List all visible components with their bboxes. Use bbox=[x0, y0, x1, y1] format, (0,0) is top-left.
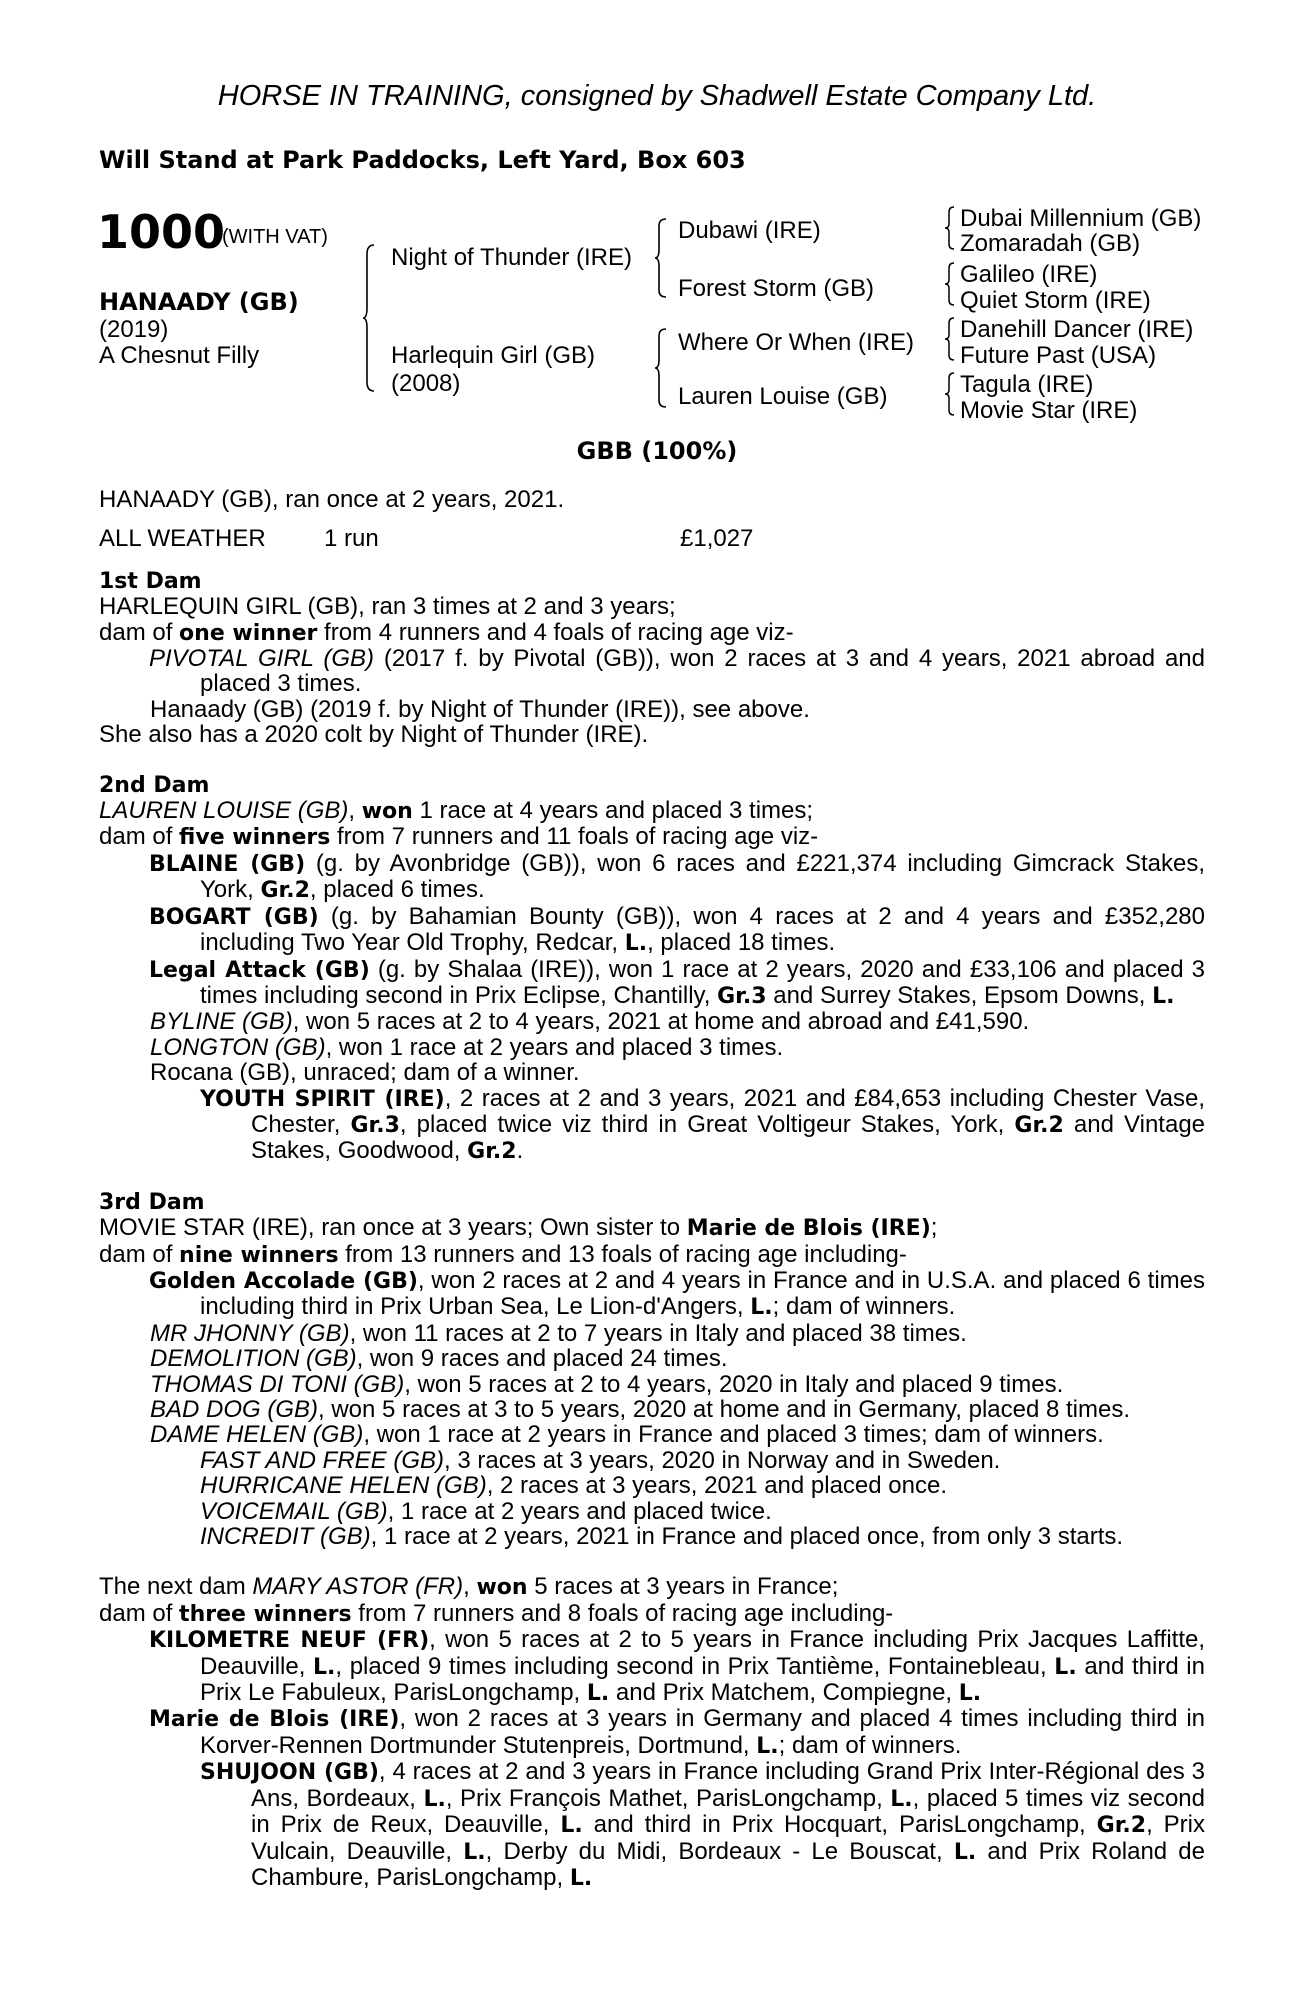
progeny-entry: BAD DOG (GB), won 5 races at 3 to 5 years, 2020 at home and in Germany, placed 8 times. bbox=[150, 1396, 1131, 1423]
pedigree-dss: Danehill Dancer (IRE) bbox=[960, 316, 1194, 343]
third-dam-heading: 3rd Dam bbox=[99, 1189, 205, 1215]
progeny-entry: MR JHONNY (GB), won 11 races at 2 to 7 years in Italy and placed 38 times. bbox=[150, 1319, 967, 1347]
surface-record bbox=[99, 526, 1205, 551]
first-dam-produce-line: dam of one winner from 4 runners and 4 foals of racing age viz- bbox=[99, 618, 794, 646]
pedigree-dds: Tagula (IRE) bbox=[960, 371, 1094, 398]
progeny-entry: HURRICANE HELEN (GB), 2 races at 3 years, 2021 and placed once. bbox=[200, 1472, 948, 1500]
progeny-entry: KILOMETRE NEUF (FR), won 5 races at 2 to 5 years in France including Prix Jacques Laffitte, Deauville, L., placed 9 times including second in Prix Tantième, Fontainebleau, L. and third in Prix Le Fabuleux, ParisLongchamp, L. and Prix Matchem, Compiegne, L. bbox=[149, 1626, 1206, 1707]
pedigree-dam-dam: Lauren Louise (GB) bbox=[678, 383, 888, 410]
horse-name: HANAADY (GB) bbox=[99, 288, 299, 316]
pedigree-ssd: Zomaradah (GB) bbox=[960, 230, 1141, 257]
progeny-entry: BYLINE (GB), won 5 races at 2 to 4 years, 2021 at home and abroad and £41,590. bbox=[150, 1008, 1030, 1036]
progeny-entry: DAME HELEN (GB), won 1 race at 2 years in France and placed 3 times; dam of winners. bbox=[150, 1421, 1104, 1449]
earnings: £1,027 bbox=[680, 525, 754, 553]
lot-number: 1000 bbox=[97, 205, 226, 259]
progeny-entry: Golden Accolade (GB), won 2 races at 2 and 4 years in France and in U.S.A. and placed 6 times including third in Prix Urban Sea, Le Lion-d'Angers, L.; dam of winners. bbox=[149, 1266, 1205, 1321]
stand-location: Will Stand at Park Paddocks, Left Yard, Box 603 bbox=[99, 146, 746, 174]
race-summary: HANAADY (GB), ran once at 2 years, 2021. bbox=[99, 486, 565, 513]
progeny-entry: Hanaady (GB) (2019 f. by Night of Thunder (IRE)), see above. bbox=[150, 695, 810, 723]
next-dam-produce-line: dam of three winners from 7 runners and 8 foals of racing age including- bbox=[99, 1599, 894, 1627]
progeny-entry: Legal Attack (GB) (g. by Shalaa (IRE)), won 1 race at 2 years, 2020 and £33,106 and placed 3 times including second in Prix Eclipse, Chantilly, Gr.3 and Surrey Stakes, Epsom Downs, L. bbox=[149, 955, 1205, 1009]
pedigree-dam-sire: Where Or When (IRE) bbox=[678, 329, 915, 356]
progeny-entry: VOICEMAIL (GB), 1 race at 2 years and placed twice. bbox=[200, 1497, 772, 1525]
pedigree-brace-sd bbox=[944, 262, 956, 306]
pedigree-sdd: Quiet Storm (IRE) bbox=[960, 287, 1151, 314]
catalogue-body bbox=[99, 487, 1205, 1891]
progeny-entry: SHUJOON (GB), 4 races at 2 and 3 years in France including Grand Prix Inter-Régional des 3 Ans, Bordeaux, L., Prix François Mathet, ParisLongchamp, L., placed 5 times viz second in Prix de Reux, Deauville, L. and third in Prix Hocquart, ParisLongchamp, Gr.2, Prix Vulcain, Deauville, L., Derby du Midi, Bordeaux - Le Bouscat, L. and Prix Roland de Chambure, ParisLongchamp, L. bbox=[200, 1758, 1205, 1891]
progeny-entry: BLAINE (GB) (g. by Avonbridge (GB)), won 6 races and £221,374 including Gimcrack Stakes, York, Gr.2, placed 6 times. bbox=[149, 849, 1205, 904]
pedigree-sire-dam: Forest Storm (GB) bbox=[678, 275, 875, 302]
progeny-entry: DEMOLITION (GB), won 9 races and placed 24 times. bbox=[150, 1345, 728, 1373]
second-dam-produce-line: dam of five winners from 7 runners and 11 foals of racing age viz- bbox=[99, 823, 819, 851]
progeny-entry: YOUTH SPIRIT (IRE), 2 races at 2 and 3 years, 2021 and £84,653 including Chester Vase, Chester, Gr.3, placed twice viz third in Great Voltigeur Stakes, York, Gr.2 and Vintage Stakes, Goodwood, Gr.2. bbox=[200, 1084, 1206, 1165]
next-dam-line: The next dam MARY ASTOR (FR), won 5 races at 3 years in France; bbox=[99, 1573, 839, 1601]
catalogue-header: HORSE IN TRAINING, consigned by Shadwell Estate Company Ltd. bbox=[217, 80, 1097, 112]
pedigree-sds: Galileo (IRE) bbox=[960, 261, 1098, 288]
foaling-year: (2019) bbox=[99, 316, 169, 343]
surface-label: ALL WEATHER bbox=[99, 525, 266, 553]
progeny-entry: Marie de Blois (IRE), won 2 races at 3 years in Germany and placed 4 times including third in Korver-Rennen Dortmunder Stutenpreis, Dortmund, L.; dam of winners. bbox=[149, 1705, 1205, 1759]
progeny-entry: FAST AND FREE (GB), 3 races at 3 years, 2020 in Norway and in Sweden. bbox=[200, 1446, 1001, 1474]
progeny-entry: PIVOTAL GIRL (GB) (2017 f. by Pivotal (GB)), won 2 races at 3 and 4 years, 2021 abroad and placed 3 times. bbox=[149, 645, 1205, 698]
third-dam-produce-line: dam of nine winners from 13 runners and 13 foals of racing age including- bbox=[99, 1240, 907, 1268]
pedigree-ddd: Movie Star (IRE) bbox=[960, 397, 1138, 424]
pedigree-sss: Dubai Millennium (GB) bbox=[960, 205, 1202, 232]
third-dam-line: MOVIE STAR (IRE), ran once at 3 years; Own sister to Marie de Blois (IRE); bbox=[99, 1214, 938, 1242]
pedigree-dsd: Future Past (USA) bbox=[960, 342, 1157, 369]
horse-description: A Chesnut Filly bbox=[99, 342, 260, 369]
pedigree-brace-ss bbox=[944, 206, 956, 250]
first-dam-line: HARLEQUIN GIRL (GB), ran 3 times at 2 and 3 years; bbox=[99, 593, 676, 621]
pedigree-brace-ds bbox=[944, 317, 956, 361]
second-dam-heading: 2nd Dam bbox=[99, 772, 210, 798]
pedigree-brace-sire bbox=[654, 218, 668, 298]
rating-gbb: GBB (100%) bbox=[576, 437, 738, 465]
progeny-entry: BOGART (GB) (g. by Bahamian Bounty (GB)), won 4 races at 2 and 4 years and £352,280 including Two Year Old Trophy, Redcar, L., placed 18 times. bbox=[149, 902, 1205, 957]
progeny-entry: INCREDIT (GB), 1 race at 2 years, 2021 in France and placed once, from only 3 starts. bbox=[200, 1523, 1124, 1551]
vat-note: (WITH VAT) bbox=[222, 226, 328, 248]
first-dam-heading: 1st Dam bbox=[99, 568, 202, 594]
first-dam-note: She also has a 2020 colt by Night of Thunder (IRE). bbox=[99, 721, 649, 749]
progeny-entry: Rocana (GB), unraced; dam of a winner. bbox=[150, 1059, 580, 1087]
progeny-entry: LONGTON (GB), won 1 race at 2 years and placed 3 times. bbox=[150, 1033, 784, 1061]
pedigree-sire-sire: Dubawi (IRE) bbox=[678, 217, 821, 244]
pedigree-brace-main bbox=[362, 244, 376, 392]
runs-count: 1 run bbox=[324, 525, 379, 553]
pedigree-sire: Night of Thunder (IRE) bbox=[391, 244, 632, 271]
pedigree-dam: Harlequin Girl (GB) bbox=[391, 342, 596, 369]
second-dam-line: LAUREN LOUISE (GB), won 1 race at 4 years and placed 3 times; bbox=[99, 797, 814, 825]
pedigree-brace-dd bbox=[944, 372, 956, 416]
pedigree-brace-dam bbox=[654, 328, 668, 408]
pedigree-dam-year: (2008) bbox=[391, 370, 461, 397]
progeny-entry: THOMAS DI TONI (GB), won 5 races at 2 to 4 years, 2020 in Italy and placed 9 times. bbox=[150, 1370, 1064, 1398]
